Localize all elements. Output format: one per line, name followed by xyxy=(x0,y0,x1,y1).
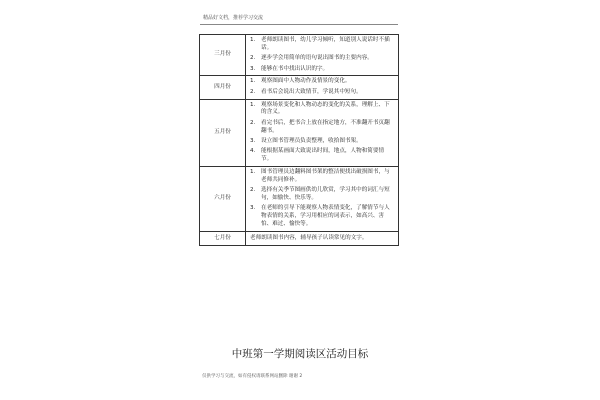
goals-cell xyxy=(246,231,399,246)
goal-text: 老师朗读图书，幼儿学习倾听，知道别人说话时不插话。 xyxy=(261,37,390,51)
list-item: 1. 老师朗读图书，幼儿学习倾听，知道别人说话时不插话。 xyxy=(250,37,390,51)
month-cell: 六月份 xyxy=(200,166,246,231)
goal-list xyxy=(250,78,394,96)
goal-text: 能根据某画面大致说出时间，地点，人物和简要情节。 xyxy=(261,148,385,163)
goal-text: 老师朗读图书内容，辅导孩子认读常见的文字。 xyxy=(250,234,368,241)
goal-text: 选择有关季节图画供幼儿欣赏，学习其中的词汇与短句，如愉快、快乐等。 xyxy=(261,187,390,201)
document-title: 中班第一学期阅读区活动目标 xyxy=(231,348,369,360)
list-item: 1. 观察场景变化和人物动态的变化的关系，理解上、下的含义。 xyxy=(250,101,390,116)
month-cell: 三月份 xyxy=(200,35,246,76)
header-divider xyxy=(200,24,398,25)
list-item: 2. 看完书后，把书合上放在指定地方，不准翻开书页翻翻书。 xyxy=(250,119,390,134)
goals-cell xyxy=(246,99,399,166)
goal-text: 图书管理员边翻料图书架的整洁便找出破损图书，与老师共同修补。 xyxy=(261,168,390,183)
list-item: 3. 在老师的引导下能观察人物表情变化，了解情节与人物表情的关系，学习用相应的词表示，如高兴、害怕、难过、愉快等。 xyxy=(250,205,390,227)
list-item: 3. 能够在书中找出认识的字。 xyxy=(250,65,329,72)
table-row xyxy=(200,231,399,246)
activity-table xyxy=(199,34,399,246)
month-cell: 五月份 xyxy=(200,99,246,166)
goal-list xyxy=(250,169,394,229)
table-row xyxy=(200,166,399,231)
goal-text: 设立图书管理员负责整理，收拾图书架。 xyxy=(261,137,362,144)
page-footer: 仅供学习与交流，如有侵权请联系网站删除 谢谢 2 xyxy=(202,374,303,379)
goal-text: 能够在书中找出认识的字。 xyxy=(261,65,329,72)
goals-cell xyxy=(246,35,399,76)
list-item: 2. 看书后会说出大致情节，学说其中短句。 xyxy=(250,88,362,95)
page-header: 精品好文档，推荐学习交流 xyxy=(203,15,264,21)
goals-cell xyxy=(246,76,399,99)
list-item: 2. 选择有关季节图画供幼儿欣赏，学习其中的词汇与短句，如愉快、快乐等。 xyxy=(250,187,390,201)
goal-text: 看书后会说出大致情节，学说其中短句。 xyxy=(261,88,362,95)
goal-list xyxy=(250,102,394,164)
list-item: 3. 设立图书管理员负责整理，收拾图书架。 xyxy=(250,137,362,144)
month-cell: 七月份 xyxy=(200,231,246,246)
table-row xyxy=(200,99,399,166)
list-item: 2. 逐步学会用简单的语句说出图书的主要内容。 xyxy=(250,55,373,62)
list-item: 4. 能根据某画面大致说出时间，地点，人物和简要情节。 xyxy=(250,148,385,163)
goal-text: 在老师的引导下能观察人物表情变化，了解情节与人物表情的关系，学习用相应的词表示，如高兴、害怕、难过、愉快等。 xyxy=(261,205,390,227)
goal-text: 观察场景变化和人物动态的变化的关系，理解上、下的含义。 xyxy=(261,101,390,116)
goal-list xyxy=(250,37,394,73)
table-row xyxy=(200,35,399,76)
list-item: 1. 图书管理员边翻料图书架的整洁便找出破损图书，与老师共同修补。 xyxy=(250,168,390,183)
goals-cell xyxy=(246,166,399,231)
goal-text: 逐步学会用简单的语句说出图书的主要内容。 xyxy=(261,55,373,62)
list-item: 1. 观察图面中人物动作及情景的变化。 xyxy=(250,78,351,85)
table-row xyxy=(200,76,399,99)
goal-text: 看完书后，把书合上放在指定地方，不准翻开书页翻翻书。 xyxy=(261,119,390,134)
month-cell: 四月份 xyxy=(200,76,246,99)
goal-text: 观察图面中人物动作及情景的变化。 xyxy=(261,78,351,85)
